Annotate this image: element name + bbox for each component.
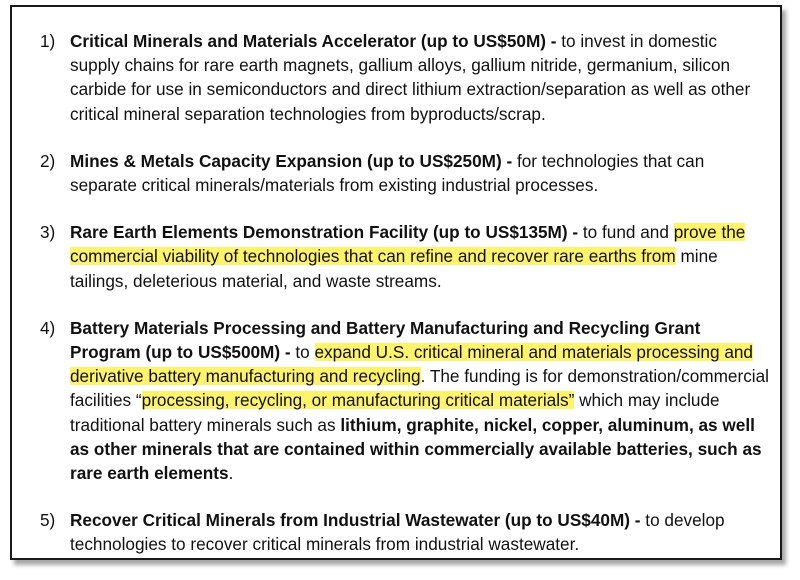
program-title: Rare Earth Elements Demonstration Facility (up to US$135M) - [70, 222, 579, 243]
program-description: to develop technologies to recover critical minerals from industrial wastewater. [70, 510, 725, 555]
list-number: 3) [40, 222, 56, 243]
program-description: for technologies that can separate critical minerals/materials from existing industrial processes. [70, 150, 705, 196]
document-frame [10, 5, 782, 560]
highlighted-text: prove the commercial viability of technologies that can refine and recover rare earths from [70, 222, 746, 267]
program-description: . The funding is for demonstration/commercial facilities “ [70, 366, 769, 411]
highlighted-text: expand U.S. critical mineral and materials processing and derivative battery manufacturing and recycling [70, 342, 753, 387]
list-item-5 [40, 508, 770, 556]
highlighted-text: processing, recycling, or manufacturing critical materials” [141, 390, 575, 411]
list-number: 1) [40, 31, 56, 51]
list-item-1 [40, 29, 770, 126]
funding-program-list [40, 29, 770, 580]
list-number: 4) [40, 317, 56, 338]
program-description: which may include traditional battery minerals such as [70, 390, 720, 435]
list-item-2 [40, 149, 770, 197]
program-description: mine tailings, deleterious material, and waste streams. [70, 246, 718, 291]
program-title: Battery Materials Processing and Battery Manufacturing and Recycling Grant Program (up to US$500M) - [70, 317, 701, 363]
program-description: to [290, 342, 315, 363]
program-title: Critical Minerals and Materials Accelerator (up to US$50M) - [70, 31, 557, 51]
program-description: to invest in domestic supply chains for rare earth magnets, gallium alloys, gallium nitride, germanium, silicon carbide for use in semiconductors and direct lithium extraction/separation as well as other critical mineral separation technologies from byproducts/scrap. [70, 31, 751, 124]
program-title: Recover Critical Minerals from Industrial Wastewater (up to US$40M) - [70, 510, 641, 531]
mineral-list: lithium, graphite, nickel, copper, aluminum, as well as other minerals that are contained within commercially available batteries, such as rare earth elements [70, 414, 762, 484]
program-description: . [228, 463, 234, 484]
program-title: Mines & Metals Capacity Expansion (up to US$250M) - [70, 150, 513, 171]
list-number: 2) [40, 150, 56, 171]
list-item-4 [40, 316, 770, 485]
list-number: 5) [40, 510, 56, 531]
program-description: to fund and [578, 222, 674, 243]
list-item-3 [40, 220, 770, 293]
